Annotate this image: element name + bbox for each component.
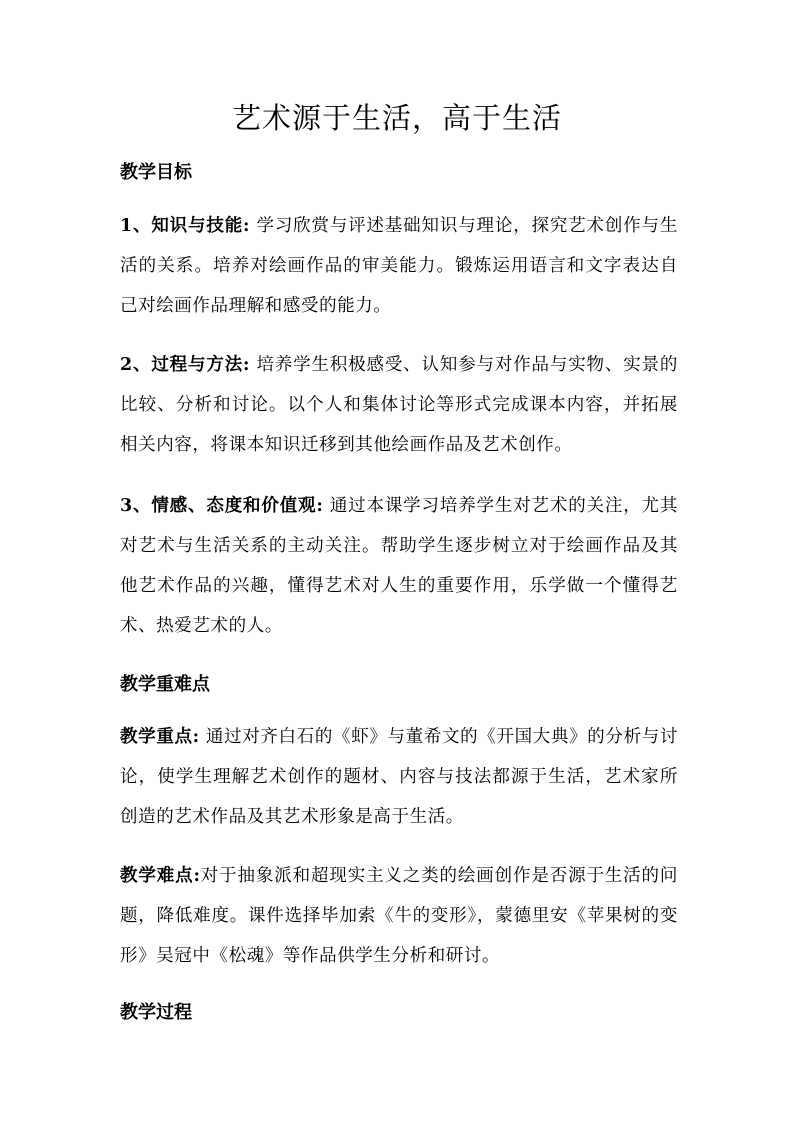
key-point-paragraph bbox=[120, 717, 678, 837]
key-point-label: 教学重点: bbox=[120, 727, 200, 747]
page-title: 艺术源于生活，高于生活 bbox=[231, 101, 562, 135]
difficulty-text: 对于抽象派和超现实主义之类的绘画创作是否源于生活的问题，降低难度。课件选择毕加索《牛的变形》，蒙德里安《苹果树的变形》吴冠中《松魂》等作品供学生分析和研讨。 bbox=[120, 866, 678, 966]
objective-knowledge-paragraph bbox=[120, 206, 678, 326]
objective-emotion-label: 3、情感、态度和价值观: bbox=[120, 496, 324, 516]
objective-process-label: 2、过程与方法: bbox=[120, 355, 251, 375]
section-heading-objectives: 教学目标 bbox=[120, 162, 192, 183]
objective-process-text: 培养学生积极感受、认知参与对作品与实物、实景的比较、分析和讨论。以个人和集体讨论等形式完成课本内容，并拓展相关内容，将课本知识迁移到其他绘画作品及艺术创作。 bbox=[120, 355, 678, 455]
key-point-text: 通过对齐白石的《虾》与董希文的《开国大典》的分析与讨论，使学生理解艺术创作的题材、内容与技法都源于生活，艺术家所创造的艺术作品及其艺术形象是高于生活。 bbox=[120, 727, 678, 827]
objective-emotion-text: 通过本课学习培养学生对艺术的关注，尤其对艺术与生活关系的主动关注。帮助学生逐步树立对于绘画作品及其他艺术作品的兴趣，懂得艺术对人生的重要作用，乐学做一个懂得艺术、热爱艺术的人。 bbox=[120, 496, 678, 636]
section-heading-process: 教学过程 bbox=[120, 1002, 192, 1023]
difficulty-label: 教学难点: bbox=[120, 866, 201, 886]
objective-knowledge-label: 1、知识与技能: bbox=[120, 216, 251, 236]
objective-emotion-paragraph bbox=[120, 486, 678, 646]
section-heading-keypoints: 教学重难点 bbox=[120, 674, 210, 695]
difficulty-paragraph bbox=[120, 856, 678, 976]
objective-process-paragraph bbox=[120, 345, 678, 465]
objective-knowledge-text: 学习欣赏与评述基础知识与理论，探究艺术创作与生活的关系。培养对绘画作品的审美能力。锻炼运用语言和文字表达自己对绘画作品理解和感受的能力。 bbox=[120, 216, 678, 316]
